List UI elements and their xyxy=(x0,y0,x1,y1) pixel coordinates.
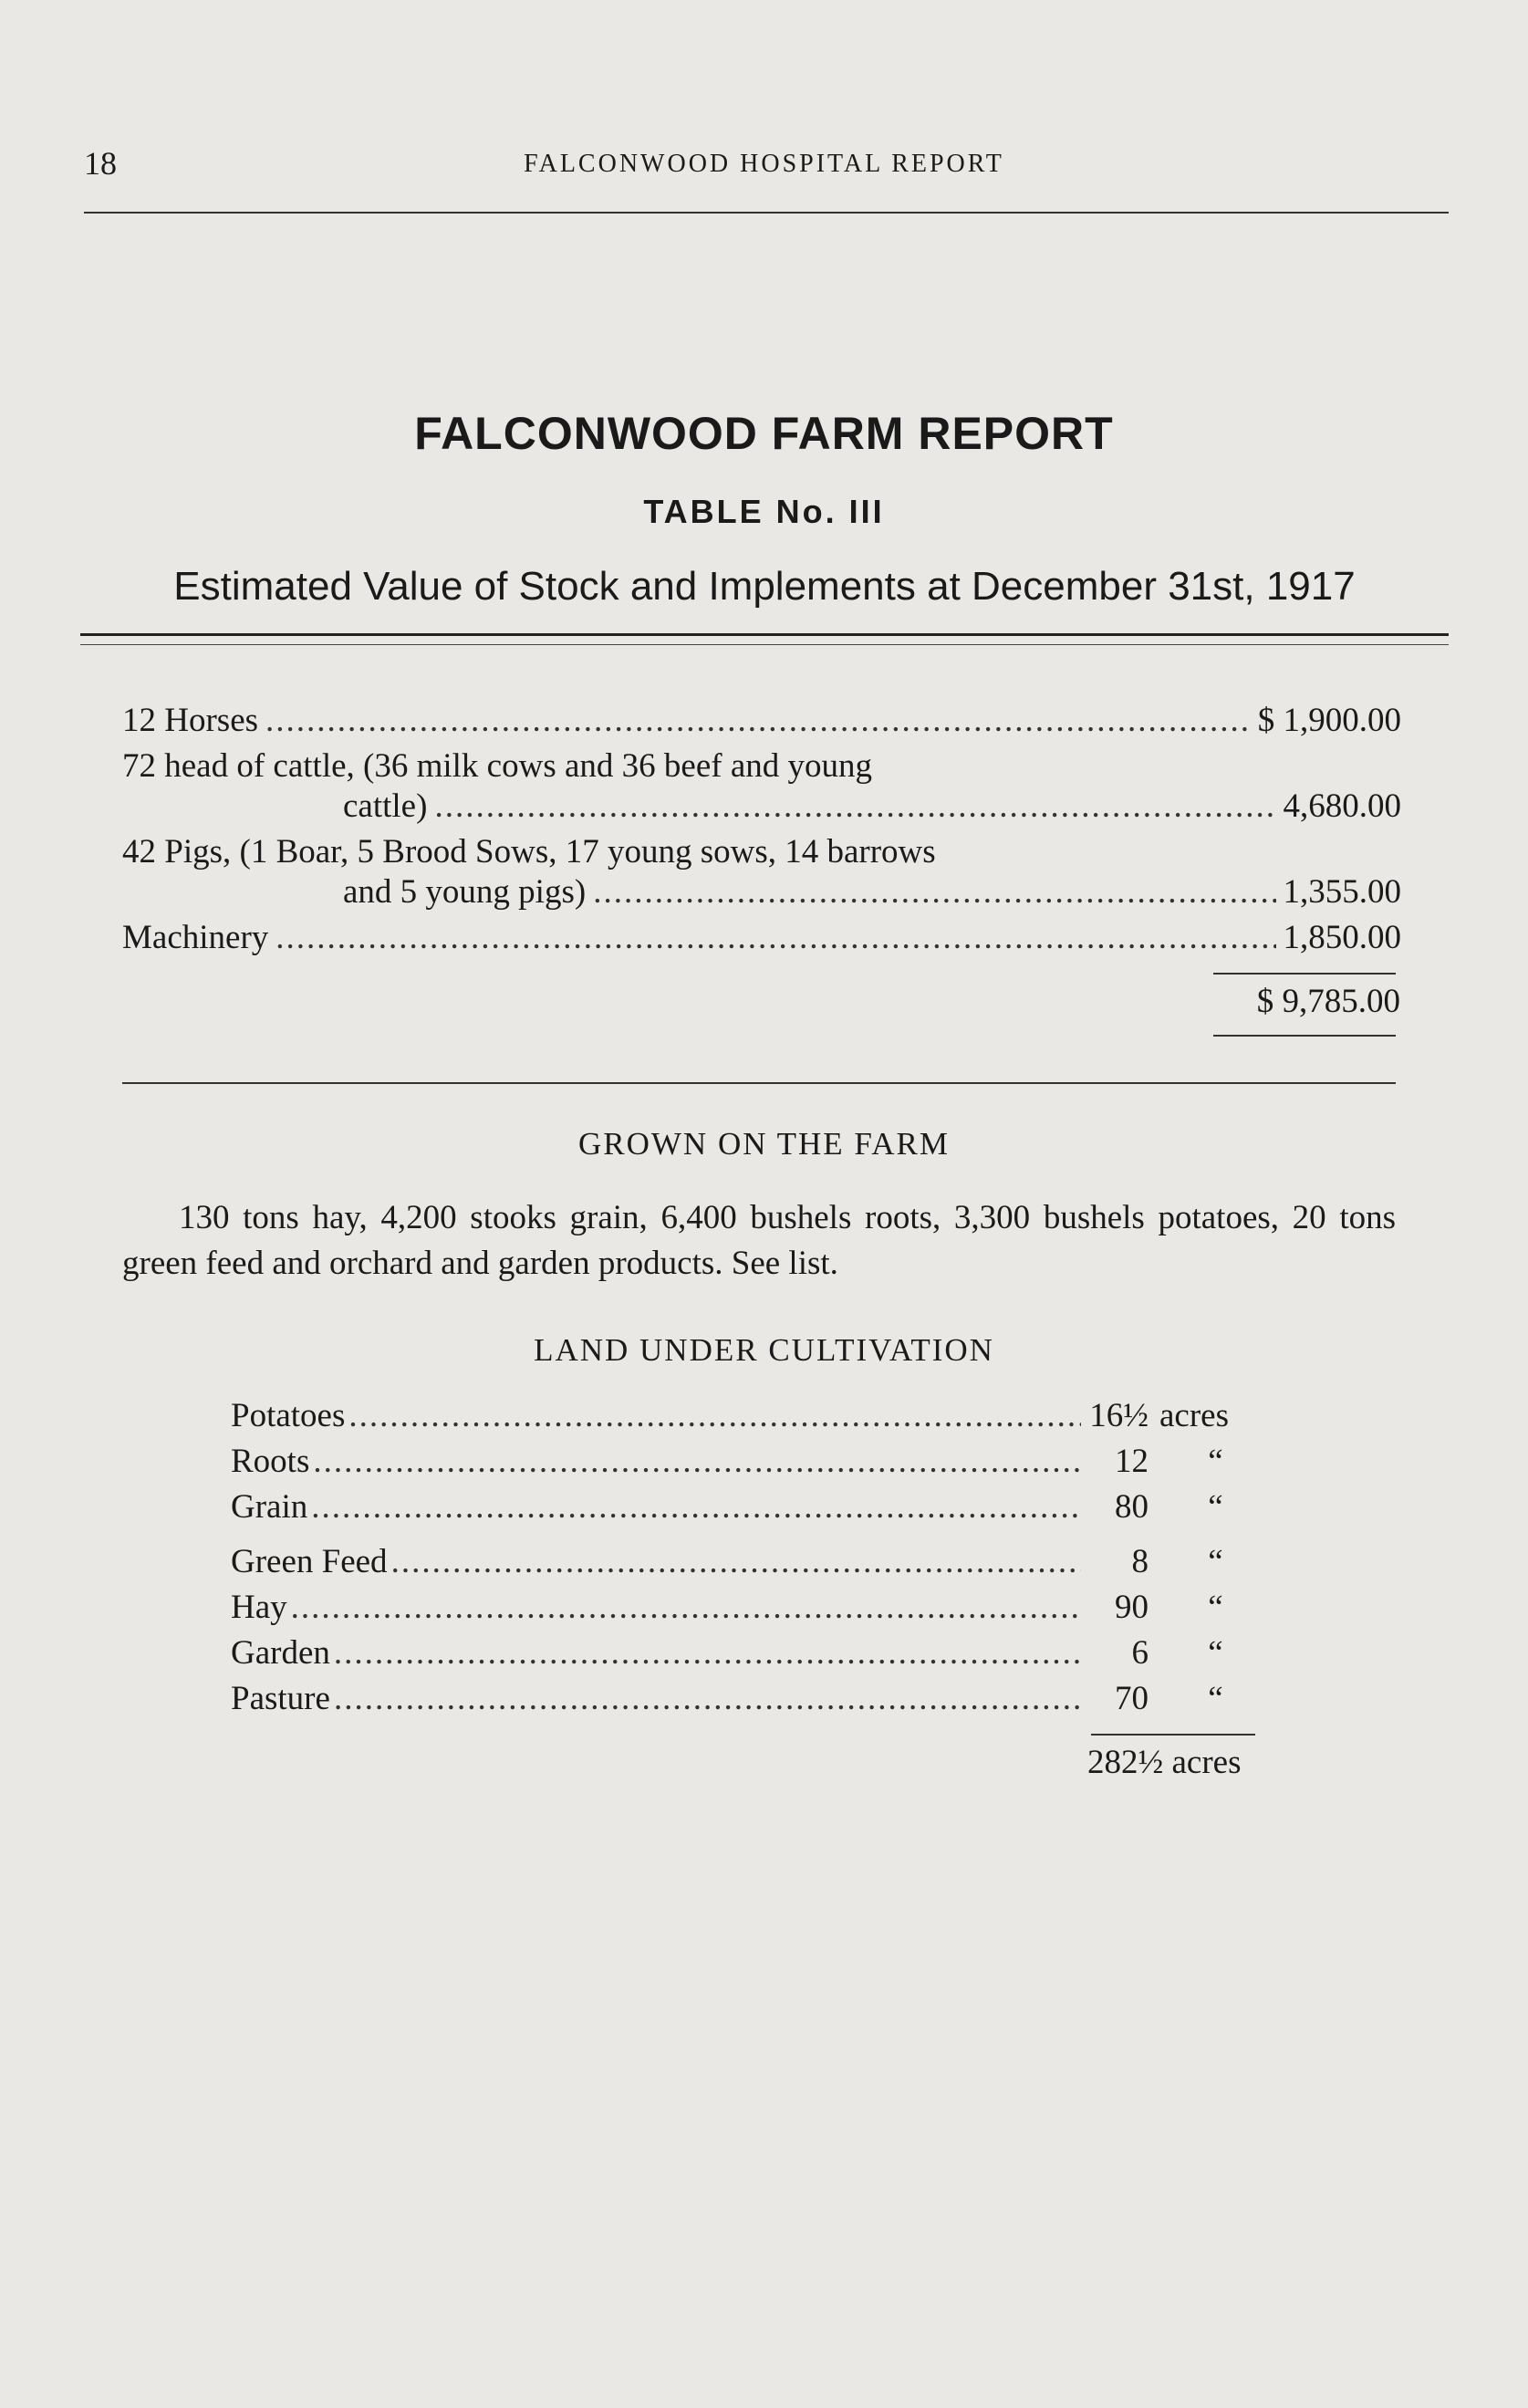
land-unit-ditto: “ xyxy=(1208,1543,1223,1580)
land-row-garden xyxy=(231,1633,1283,1673)
table-label: TABLE No. III xyxy=(643,493,885,530)
stock-item-label-cont: and 5 young pigs) xyxy=(343,873,587,911)
land-crop: Green Feed xyxy=(231,1543,388,1580)
land-crop: Pasture xyxy=(231,1680,330,1717)
stock-item-amount: 4,680.00 xyxy=(1283,787,1401,825)
leader-dots xyxy=(265,701,1251,741)
total-rule-top xyxy=(1213,973,1396,975)
land-row-potatoes xyxy=(231,1396,1283,1435)
stock-item-amount: 1,355.00 xyxy=(1283,873,1401,911)
leader-dots xyxy=(334,1633,1081,1673)
land-unit-ditto: “ xyxy=(1208,1443,1223,1480)
report-title: FALCONWOOD FARM REPORT xyxy=(414,408,1114,459)
header-rule xyxy=(84,212,1449,214)
land-row-green-feed xyxy=(231,1542,1283,1581)
grown-heading: GROWN ON THE FARM xyxy=(577,1126,951,1162)
leader-dots xyxy=(275,918,1275,958)
table-subtitle: Estimated Value of Stock and Implements at December 31st, 1917 xyxy=(173,564,1356,609)
land-qty: 90 xyxy=(1115,1589,1149,1626)
land-total: 282½ acres xyxy=(1087,1744,1242,1781)
leader-dots xyxy=(313,1442,1081,1481)
leader-dots xyxy=(311,1487,1081,1527)
land-row-grain xyxy=(231,1487,1283,1527)
land-unit-ditto: “ xyxy=(1208,1488,1223,1526)
land-unit: acres xyxy=(1159,1397,1229,1434)
land-crop: Potatoes xyxy=(231,1397,346,1434)
land-qty: 8 xyxy=(1131,1543,1149,1580)
land-crop: Garden xyxy=(231,1634,330,1672)
land-qty: 6 xyxy=(1131,1634,1149,1672)
stock-row-cattle xyxy=(122,746,1401,827)
land-row-pasture xyxy=(231,1679,1283,1718)
land-qty: 80 xyxy=(1115,1488,1149,1526)
leader-dots xyxy=(593,872,1275,912)
stock-item-amount: $ 1,900.00 xyxy=(1257,702,1401,739)
land-crop: Roots xyxy=(231,1443,310,1480)
grown-paragraph: 130 tons hay, 4,200 stooks grain, 6,400 bushels roots, 3,300 bushels potatoes, 20 tons green feed and orchard and garden products. See list. xyxy=(122,1199,1396,1282)
land-qty: 16½ xyxy=(1089,1397,1149,1434)
land-qty: 12 xyxy=(1115,1443,1149,1480)
leader-dots xyxy=(434,787,1275,827)
leader-dots xyxy=(391,1542,1081,1581)
leader-dots xyxy=(291,1588,1081,1627)
title-rule-thin xyxy=(80,644,1449,645)
land-row-hay xyxy=(231,1588,1283,1627)
stock-item-label-cont: cattle) xyxy=(343,787,428,825)
title-rule-thick xyxy=(80,633,1449,636)
stock-item-label: 12 Horses xyxy=(122,702,259,739)
stock-item-label: 42 Pigs, (1 Boar, 5 Brood Sows, 17 young sows, 14 barrows xyxy=(122,833,936,870)
stock-item-label: 72 head of cattle, (36 milk cows and 36 beef and young xyxy=(122,747,872,785)
leader-dots xyxy=(348,1396,1081,1435)
stock-item-label: Machinery xyxy=(122,919,269,956)
land-unit-ditto: “ xyxy=(1208,1634,1223,1672)
stock-item-amount: 1,850.00 xyxy=(1283,919,1401,956)
land-heading: LAND UNDER CULTIVATION xyxy=(534,1332,994,1368)
land-total-rule xyxy=(1091,1734,1255,1736)
stock-row-pigs xyxy=(122,832,1401,912)
total-rule-bottom xyxy=(1213,1035,1396,1037)
land-crop: Hay xyxy=(231,1589,287,1626)
land-unit-ditto: “ xyxy=(1208,1680,1223,1717)
stock-row-machinery xyxy=(122,918,1401,958)
page-number: 18 xyxy=(84,145,117,182)
land-unit-ditto: “ xyxy=(1208,1589,1223,1626)
stock-total: $ 9,785.00 xyxy=(1256,983,1400,1020)
land-crop: Grain xyxy=(231,1488,308,1526)
running-title: FALCONWOOD HOSPITAL REPORT xyxy=(524,150,1004,178)
land-row-roots xyxy=(231,1442,1283,1481)
section-rule xyxy=(122,1082,1396,1084)
leader-dots xyxy=(334,1679,1081,1718)
stock-row-horses xyxy=(122,701,1401,741)
land-qty: 70 xyxy=(1115,1680,1149,1717)
